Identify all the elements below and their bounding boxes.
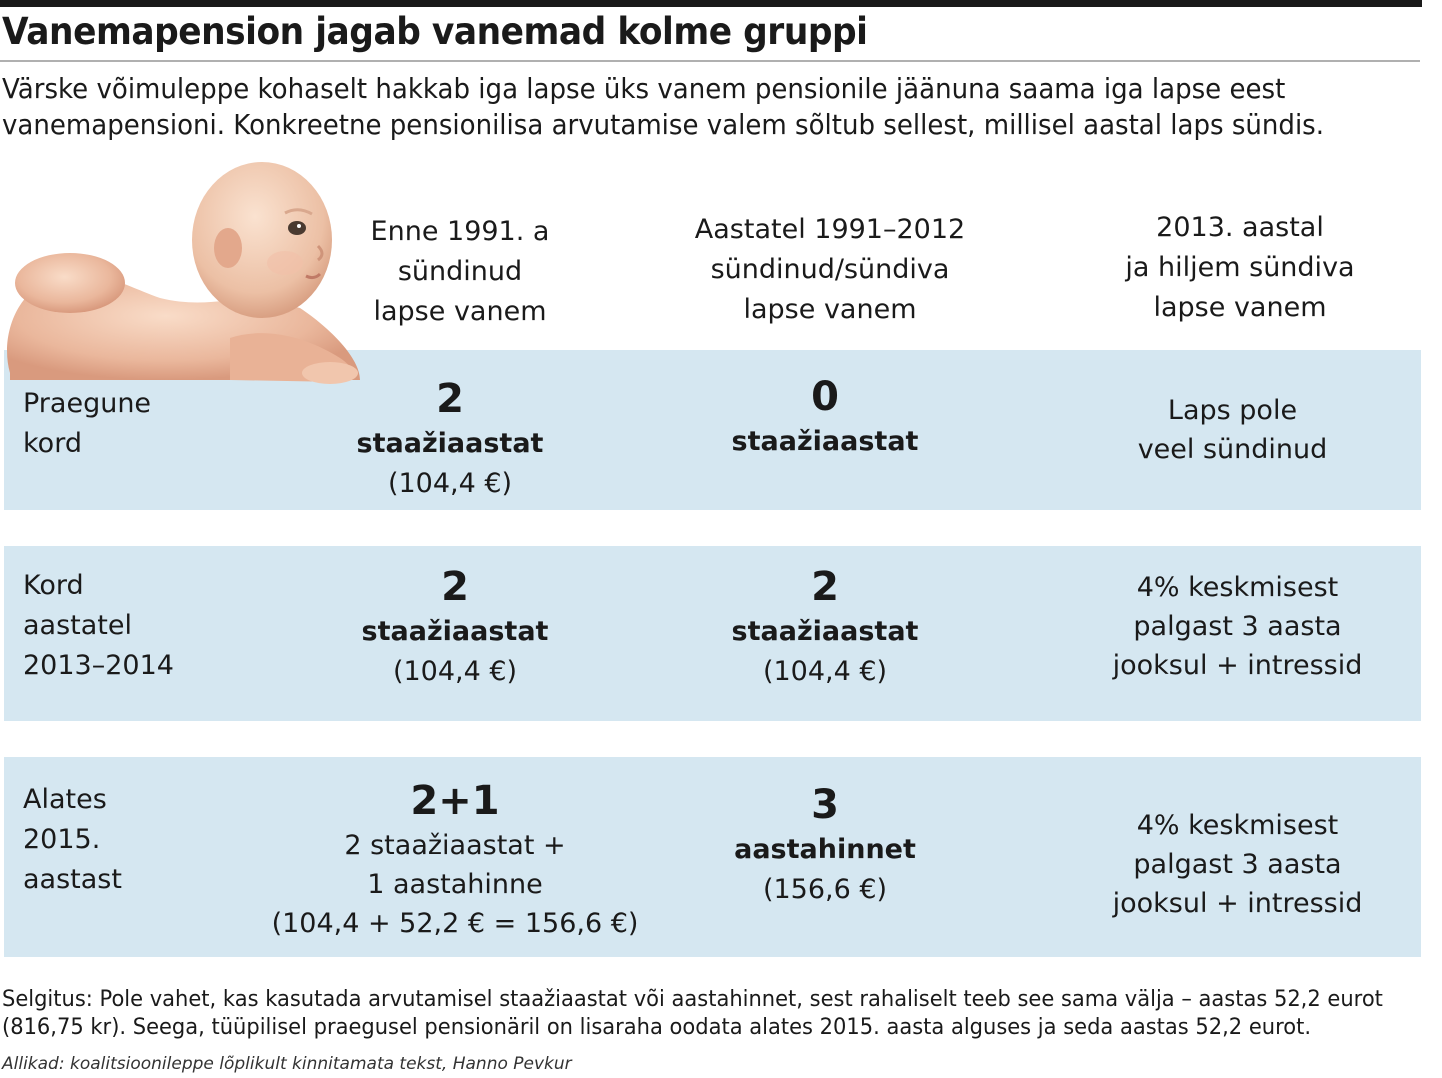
explanation-note	[2, 986, 1383, 1042]
row-label-2013-2014	[23, 566, 174, 686]
cell-unit: staažiaastat	[731, 426, 919, 457]
cell-line: palgast 3 aasta	[1133, 849, 1342, 880]
cell-line: 4% keskmisest	[1136, 810, 1339, 841]
header-line: Enne 1991. a	[370, 216, 550, 247]
row-label-2015	[23, 780, 122, 900]
row-label-line: Alates	[23, 784, 107, 815]
cell-amount: (156,6 €)	[762, 874, 888, 905]
cell-2015-2013-later	[1090, 806, 1385, 923]
cell-2015-before-1991	[270, 776, 640, 943]
row-label-line: 2015.	[23, 824, 101, 855]
cell-2013-before-1991	[330, 562, 580, 692]
row-label-line: aastatel	[23, 610, 132, 641]
cell-line: Laps pole	[1167, 395, 1298, 426]
cell-current-before-1991	[330, 374, 570, 504]
cell-value: 2	[811, 564, 839, 610]
column-header-1991-2012	[670, 210, 990, 330]
cell-value: 2	[441, 564, 469, 610]
cell-amount: (104,4 €)	[392, 656, 518, 687]
cell-unit: staažiaastat	[731, 616, 919, 647]
cell-amount: (104,4 €)	[762, 656, 888, 687]
lead-line: vanemapensioni. Konkreetne pensionilisa arvutamise valem sõltub sellest, millisel aastal laps sündis.	[2, 108, 1325, 141]
cell-line: 4% keskmisest	[1136, 572, 1339, 603]
column-header-before-1991	[340, 212, 580, 332]
row-label-line: Praegune	[23, 388, 152, 419]
header-line: Aastatel 1991–2012	[694, 214, 966, 245]
header-line: lapse vanem	[743, 294, 917, 325]
source-credit: Allikad: koalitsioonileppe lõplikult kinnitamata tekst, Hanno Pevkur	[2, 1054, 572, 1074]
cell-current-1991-2012	[700, 372, 950, 462]
cell-line: (104,4 + 52,2 € = 156,6 €)	[271, 908, 639, 939]
cell-line: 1 aastahinne	[367, 869, 543, 900]
cell-line: veel sündinud	[1137, 434, 1328, 465]
cell-value: 2+1	[410, 778, 500, 824]
cell-unit: staažiaastat	[361, 616, 549, 647]
cell-value: 2	[436, 376, 464, 422]
cell-unit: aastahinnet	[734, 834, 916, 865]
cell-line: jooksul + intressid	[1112, 650, 1363, 681]
cell-2013-1991-2012	[700, 562, 950, 692]
cell-value: 0	[811, 374, 839, 420]
lead-line: Värske võimuleppe kohaselt hakkab iga lapse üks vanem pensionile jäänuna saama iga lapse eest	[2, 72, 1286, 105]
cell-unit: staažiaastat	[356, 428, 544, 459]
page-title: Vanemapension jagab vanemad kolme gruppi	[2, 10, 868, 53]
cell-2015-1991-2012	[700, 780, 950, 910]
top-rule	[0, 0, 1422, 7]
row-label-current	[23, 384, 151, 464]
header-line: lapse vanem	[373, 296, 547, 327]
note-line: Selgitus: Pole vahet, kas kasutada arvutamisel staažiaastat või aastahinnet, sest rahaliselt teeb see sama välja – aastas 52,2 eurot	[2, 987, 1383, 1012]
cell-2013-2013-later	[1090, 568, 1385, 685]
note-line: (816,75 kr). Seega, tüüpilisel praegusel pensionäril on lisaraha oodata alates 2015. aasta alguses ja seda aastas 52,2 eurot.	[2, 1015, 1312, 1040]
row-label-line: 2013–2014	[23, 650, 174, 681]
header-line: sündinud/sündiva	[710, 254, 950, 285]
row-label-line: Kord	[23, 570, 84, 601]
header-line: ja hiljem sündiva	[1125, 252, 1355, 283]
title-divider	[0, 60, 1420, 62]
cell-current-2013-later	[1100, 391, 1365, 469]
column-header-2013-later	[1090, 208, 1390, 328]
cell-line: jooksul + intressid	[1112, 888, 1363, 919]
header-line: lapse vanem	[1153, 292, 1327, 323]
header-line: 2013. aastal	[1156, 212, 1324, 243]
cell-line: 2 staažiaastat +	[344, 830, 566, 861]
row-label-line: kord	[23, 428, 82, 459]
lead-paragraph	[2, 71, 1323, 143]
cell-amount: (104,4 €)	[387, 468, 513, 499]
row-label-line: aastast	[23, 864, 122, 895]
header-line: sündinud	[397, 256, 523, 287]
cell-line: palgast 3 aasta	[1133, 611, 1342, 642]
baby-photo-icon	[0, 148, 370, 388]
cell-value: 3	[811, 782, 839, 828]
